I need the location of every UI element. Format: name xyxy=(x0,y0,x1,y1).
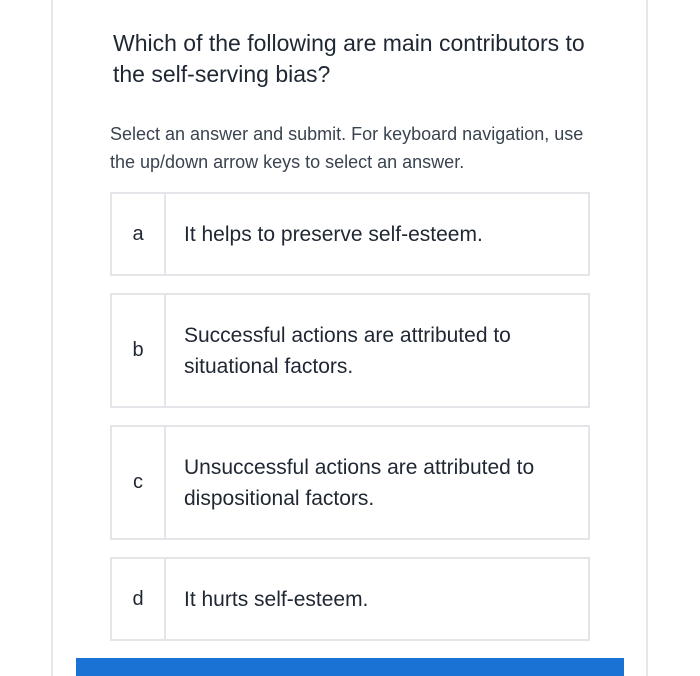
option-letter: b xyxy=(112,295,166,406)
answer-option-c[interactable] xyxy=(110,425,590,540)
option-text: It helps to preserve self-esteem. xyxy=(184,222,483,246)
option-text: Unsuccessful actions are attributed to dispositional factors. xyxy=(184,455,535,510)
question-text: Which of the following are main contributors to the self-serving bias? xyxy=(113,30,585,87)
option-letter: d xyxy=(112,559,166,639)
instructions-text: Select an answer and submit. For keyboard navigation, use the up/down arrow keys to select an answer. xyxy=(110,124,584,172)
submit-button[interactable] xyxy=(76,658,624,676)
option-letter: a xyxy=(112,194,166,274)
option-text: It hurts self-esteem. xyxy=(184,587,369,611)
answer-option-a[interactable] xyxy=(110,192,590,276)
answer-option-b[interactable] xyxy=(110,293,590,408)
option-text: Successful actions are attributed to situational factors. xyxy=(184,323,511,378)
answer-option-d[interactable] xyxy=(110,557,590,641)
option-letter: c xyxy=(112,427,166,538)
